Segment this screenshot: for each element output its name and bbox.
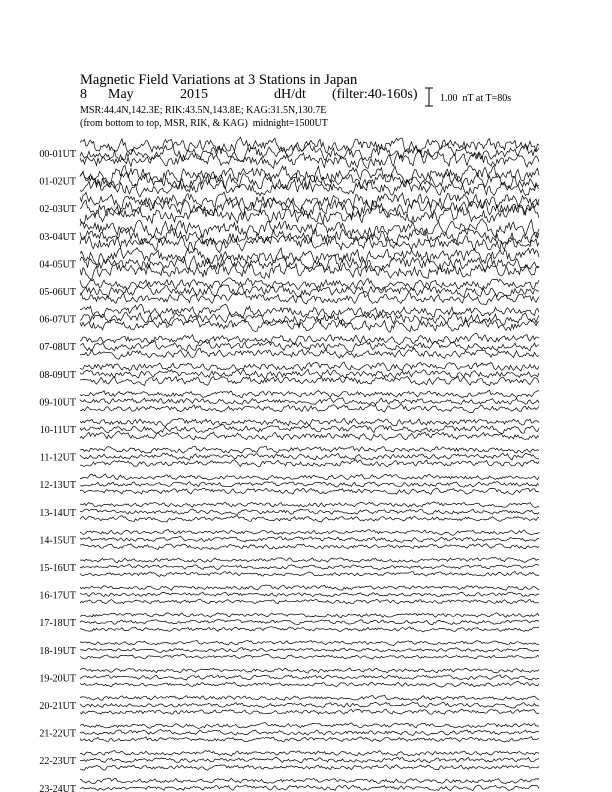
row-label: 07-08UT [39,342,76,354]
row-label: 00-01UT [39,149,76,160]
stack-order-note: (from bottom to top, MSR, RIK, & KAG) midnight=1500UT [80,118,328,129]
trace-kag [80,668,539,673]
row-label: 16-17UT [39,590,76,602]
trace-msr [80,599,539,604]
row-label: 11-12UT [39,452,76,464]
row-label: 02-03UT [39,204,76,216]
trace-msr [80,572,539,577]
trace-msr [80,488,539,494]
trace-rik [80,757,539,763]
trace-msr [80,263,539,279]
trace-rik [80,592,539,597]
trace-kag [80,502,539,508]
row-label: 21-22UT [39,728,76,740]
trace-kag [80,530,539,536]
filter-label: (filter:40-160s) [332,87,418,102]
trace-kag [80,446,539,453]
trace-rik [80,619,539,624]
trace-kag [80,333,539,345]
trace-kag [80,391,539,399]
trace-msr [80,737,539,742]
trace-kag [80,778,539,784]
trace-rik [80,255,539,271]
station-coordinates: MSR:44.4N,142.3E; RIK:43.5N,143.8E; KAG:31.5N,130.7E [80,105,327,116]
trace-rik [80,453,539,460]
trace-rik [80,313,539,326]
trace-kag [80,751,539,757]
trace-rik [80,675,539,680]
trace-rik [80,564,539,569]
row-label: 17-18UT [39,618,76,630]
row-label: 14-15UT [39,535,76,547]
trace-msr [80,765,539,771]
trace-msr [80,654,539,659]
row-label-group [39,149,76,792]
trace-msr [80,318,539,332]
trace-rik [80,536,539,542]
row-label: 13-14UT [39,507,76,519]
trace-rik [80,785,539,791]
chart-title: Magnetic Field Variations at 3 Stations in Japan [80,72,358,88]
row-label: 18-19UT [39,645,76,657]
trace-rik [80,648,539,653]
row-label: 10-11UT [39,425,76,436]
date-year: 2015 [180,87,208,102]
date-month: May [108,87,134,102]
trace-rik [80,730,539,736]
row-label: 04-05UT [39,259,76,271]
trace-kag [80,362,539,371]
row-label: 05-06UT [39,287,76,298]
trace-group [80,137,539,792]
trace-kag [80,137,539,154]
row-label: 19-20UT [39,673,76,685]
row-label: 23-24UT [39,783,76,792]
row-label: 01-02UT [39,176,76,188]
trace-rik [80,482,539,488]
scale-bar-label: 1.00 nT at T=80s [440,93,512,104]
scale-bar [425,88,433,106]
trace-kag [80,585,539,590]
trace-kag [80,219,539,239]
row-label: 06-07UT [39,314,76,326]
trace-rik [80,702,539,708]
trace-kag [80,557,539,562]
trace-kag [80,418,539,426]
date-day: 8 [80,87,87,102]
trace-msr [80,627,539,632]
trace-msr [80,709,539,714]
row-label: 09-10UT [39,397,76,409]
trace-msr [80,516,539,523]
trace-msr [80,431,539,440]
trace-msr [80,405,539,413]
trace-msr [80,681,539,687]
row-label: 08-09UT [39,369,76,381]
trace-kag [80,192,539,211]
row-label: 22-23UT [39,756,76,768]
row-label: 20-21UT [39,701,76,712]
trace-kag [80,640,539,645]
row-label: 15-16UT [39,563,76,574]
trace-kag [80,695,539,700]
quantity-label: dH/dt [274,87,306,102]
trace-rik [80,398,539,405]
trace-msr [80,460,539,467]
trace-rik [80,509,539,514]
trace-msr [80,544,539,550]
trace-rik [80,198,539,218]
trace-kag [80,613,539,618]
trace-msr [80,292,539,305]
row-label: 12-13UT [39,480,76,492]
trace-kag [80,278,539,291]
trace-kag [80,474,539,480]
trace-rik [80,369,539,378]
row-label: 03-04UT [39,231,76,243]
trace-kag [80,723,539,729]
